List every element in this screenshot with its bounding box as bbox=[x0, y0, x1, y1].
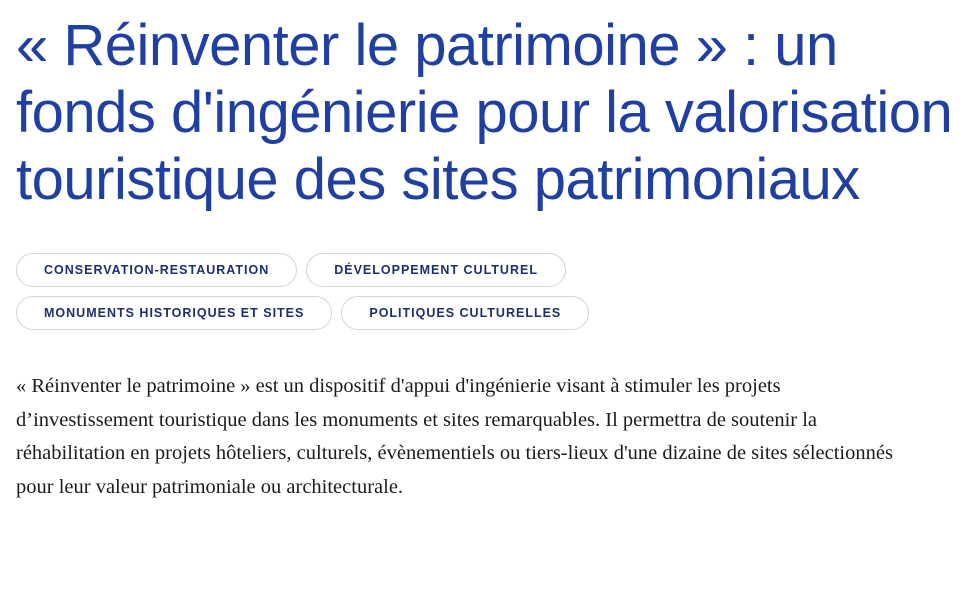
tag-politiques-culturelles[interactable]: POLITIQUES CULTURELLES bbox=[341, 296, 589, 330]
tag-list bbox=[16, 253, 876, 330]
page-title: « Réinventer le patrimoine » : un fonds d'ingénierie pour la valorisation touristique des sites patrimoniaux bbox=[16, 13, 953, 212]
article bbox=[16, 0, 966, 525]
tag-developpement-culturel[interactable]: DÉVELOPPEMENT CULTUREL bbox=[306, 253, 566, 287]
article-lead: « Réinventer le patrimoine » est un dispositif d'appui d'ingénierie visant à stimuler les projets d’investissement touristique dans les monuments et sites remarquables. Il permettra de soutenir la réhabilitation en projets hôteliers, culturels, évènementiels ou tiers-lieux d'une dizaine de sites sélectionnés pour leur valeur patrimoniale ou architecturale. bbox=[16, 375, 893, 498]
tag-monuments-historiques-et-sites[interactable]: MONUMENTS HISTORIQUES ET SITES bbox=[16, 296, 332, 330]
tag-conservation-restauration[interactable]: CONSERVATION-RESTAURATION bbox=[16, 253, 297, 287]
